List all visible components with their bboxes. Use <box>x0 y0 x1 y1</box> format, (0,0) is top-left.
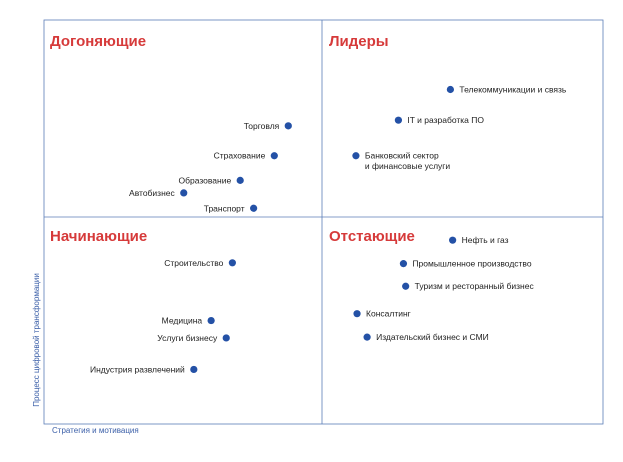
data-point <box>271 152 278 159</box>
point-label: Нефть и газ <box>461 235 509 246</box>
data-point <box>250 205 257 212</box>
data-point <box>223 334 230 341</box>
point-label: Туризм и ресторанный бизнес <box>414 281 534 292</box>
point-label: IT и разработка ПО <box>407 115 485 126</box>
data-point <box>364 334 371 341</box>
data-point <box>208 317 215 324</box>
point-label: Транспорт <box>203 203 245 214</box>
point-label: Медицина <box>161 315 203 326</box>
point-label: Промышленное производство <box>412 258 532 269</box>
plot-border <box>44 20 603 424</box>
point-label: Индустрия развлечений <box>89 364 185 375</box>
point-label: Телекоммуникации и связь <box>459 84 567 95</box>
data-point <box>229 259 236 266</box>
data-point <box>402 283 409 290</box>
point-label: Строительство <box>164 257 224 268</box>
axis-labels <box>32 273 139 435</box>
point-label: Издательский бизнес и СМИ <box>376 332 489 343</box>
y-axis-label: Процесс цифровой трансформации <box>32 273 41 407</box>
point-label: Услуги бизнесу <box>157 332 218 343</box>
chart-frame <box>44 20 603 424</box>
point-label: Образование <box>178 175 232 186</box>
data-point <box>447 86 454 93</box>
point-label: Автобизнес <box>129 187 175 198</box>
data-point <box>353 310 360 317</box>
data-point <box>237 177 244 184</box>
point-label: Страхование <box>213 150 266 161</box>
data-point <box>180 189 187 196</box>
data-point <box>400 260 407 267</box>
quadrant-title-top-right: Лидеры <box>329 33 389 50</box>
data-point <box>395 117 402 124</box>
point-label: Банковский сектор и финансовые услуги <box>364 150 451 172</box>
quadrant-title-bottom-right: Отстающие <box>329 228 415 245</box>
data-point <box>285 122 292 129</box>
data-point <box>190 366 197 373</box>
quadrant-title-bottom-left: Начинающие <box>50 228 148 245</box>
point-label: Консалтинг <box>366 308 411 319</box>
data-point <box>449 237 456 244</box>
x-axis-label: Стратегия и мотивация <box>52 426 139 435</box>
quadrant-title-top-left: Догоняющие <box>50 33 147 50</box>
point-label: Торговля <box>243 120 280 131</box>
data-point <box>352 152 359 159</box>
